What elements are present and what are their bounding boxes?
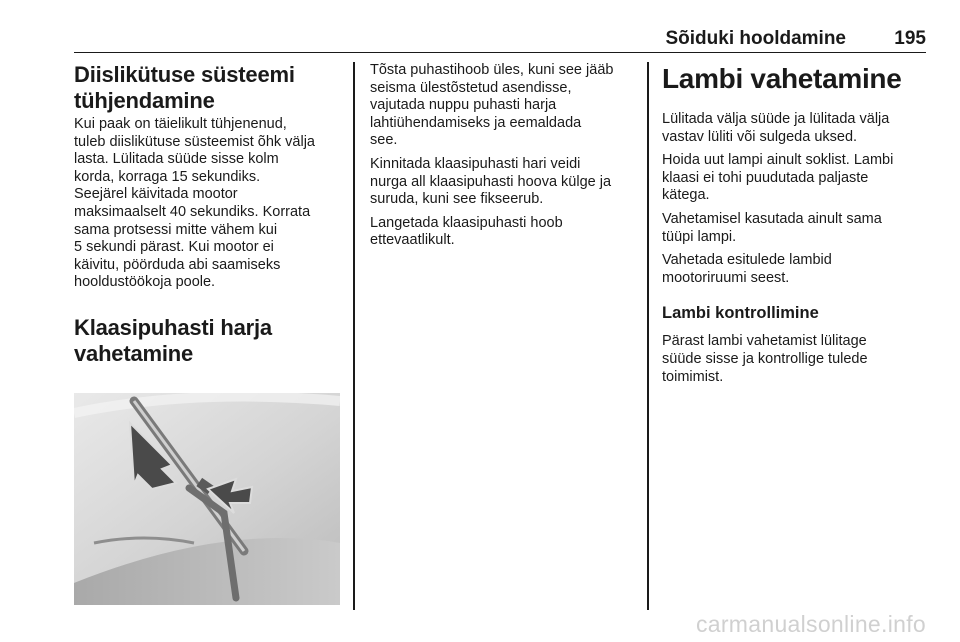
watermark: carmanualsonline.info — [695, 611, 926, 637]
column-divider-2 — [647, 62, 649, 610]
heading-wiper-blade: Klaasipuhasti harja vahetamine — [74, 314, 272, 366]
bulb-check-text: Pärast lambi vahetamist lülitage süüde sisse ja kontrollige tulede toimimist. — [662, 333, 868, 385]
column-divider-1 — [353, 62, 355, 610]
heading-diesel-bleeding: Diislikütuse süsteemi tühjendamine — [74, 62, 295, 113]
heading-bulb-check: Lambi kontrollimine — [662, 304, 819, 323]
heading-bulb-replacement: Lambi vahetamine — [662, 63, 902, 94]
diesel-bleeding-text: Kui paak on täielikult tühjenenud, tuleb diislikütuse süsteemist õhk välja lasta. Lülitada süüde sisse kolm korda, korraga 15 sekundiks. Seejärel käivitada mootor maksimaalselt 40 sekundiks. Korrata sama protsessi mitte vähem kui 5 sekundi pärast. Kui mootor ei käivitu, pöörduda abi saamiseks hooldustöökoja poole. — [74, 116, 315, 291]
column-1 — [74, 62, 342, 605]
page-number: 195 — [894, 28, 926, 49]
wiper-lower-text: Langetada klaasipuhasti hoob ettevaatlikult. — [370, 214, 563, 249]
headlamp-bulb-text: Vahetada esitulede lambid mootoriruumi seest. — [662, 252, 832, 286]
section-title: Sõiduki hooldamine — [665, 28, 846, 49]
column-2 — [370, 62, 638, 250]
page-header — [74, 26, 926, 53]
wiper-remove-text: Tõsta puhastihoob üles, kuni see jääb seisma ülestõstetud asendisse, vajutada nuppu puhasti harja lahtiühendamiseks ja eemaldada see. — [370, 62, 614, 149]
column-3 — [662, 62, 932, 386]
bulb-handling-text: Hoida uut lampi ainult soklist. Lambi klaasi ei tohi puudutada paljaste kätega. — [662, 152, 894, 204]
wiper-arm-replacement-illustration-icon — [74, 393, 340, 605]
wiper-attach-text: Kinnitada klaasipuhasti hari veidi nurga all klaasipuhasti hoova külge ja suruda, kuni see fikseerub. — [370, 155, 612, 208]
wiper-illustration — [74, 393, 340, 605]
bulb-type-text: Vahetamisel kasutada ainult sama tüüpi lampi. — [662, 210, 882, 245]
bulb-switch-off-text: Lülitada välja süüde ja lülitada välja vastav lüliti või sulgeda uksed. — [662, 111, 890, 145]
